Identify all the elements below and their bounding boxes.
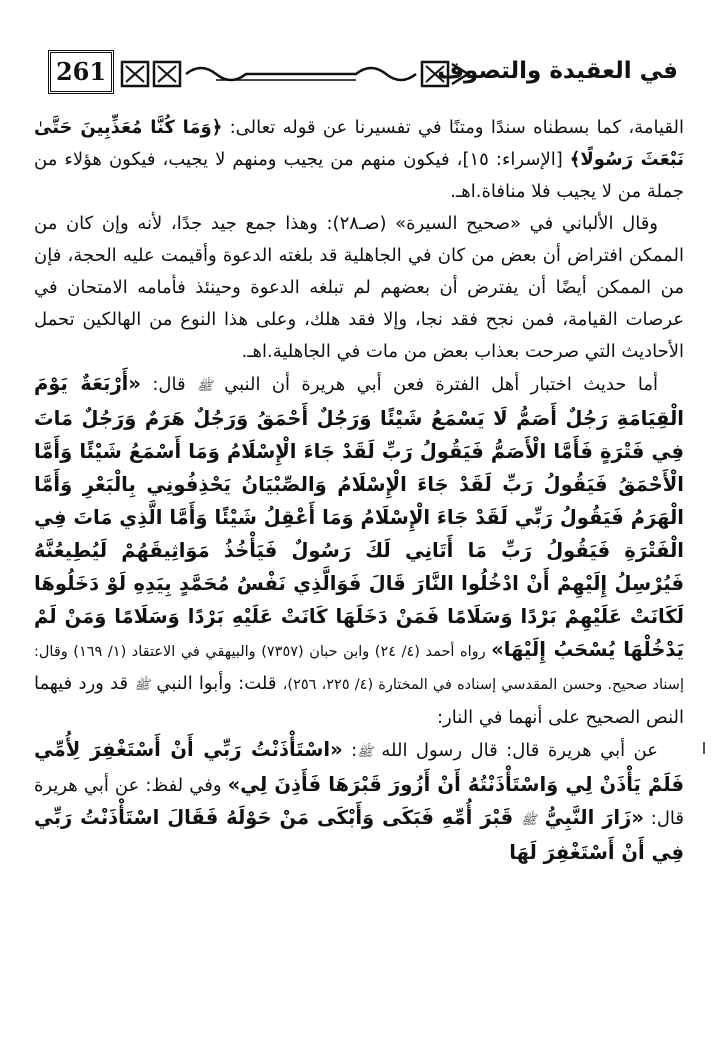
p4-intro: عن أبي هريرة قال: قال رسول الله: [372, 740, 658, 761]
salawat-mark: ﷺ: [134, 678, 151, 693]
p3-intro: أما حديث اختبار أهل الفترة فعن أبي هريرة أن النبي: [212, 374, 659, 395]
hadith-text: «زَارَ النَّبِيُّ: [536, 806, 644, 829]
page-header: [36, 44, 684, 104]
p1-after: [الإسراء: ١٥]، فيكون منهم من يجيب ومنهم لا يجيب، فيكون هؤلاء من جملة من لا يجيب فلا منافاة.اهـ.: [34, 149, 684, 202]
hadith-text: «اسْتَأْذَنْتُ رَبِّي أَنْ أَسْتَغْفِرَ لِأُمِّي فَلَمْ يَأْذَنْ لِي وَاسْتَأْذَنْتُهُ أَنْ أَزُورَ قَبْرَهَا فَأَذِنَ لِي»: [34, 738, 684, 796]
paragraph-3: [34, 368, 684, 734]
page-number: 261: [48, 50, 114, 94]
p4-intro2: :: [342, 740, 358, 761]
hadith-text: قَبْرَ أُمِّهِ فَبَكَى وَأَبْكَى مَنْ حَوْلَهُ فَقَالَ اسْتَأْذَنْتُ رَبِّي فِي أَنْ أَسْتَغْفِرَ لَهَا: [34, 806, 684, 864]
salawat-mark: ﷺ: [357, 745, 373, 760]
p1-before: القيامة، كما بسطناه سندًا ومتنًا في تفسيرنا عن قوله تعالى:: [222, 117, 684, 138]
p3-ref2: قلت: وأبوا النبي: [150, 673, 283, 694]
p3-ref3: قد ورد فيهما النص الصحيح على أنهما في النار:: [34, 673, 684, 728]
hadith-reference: رواه أحمد (٤/ ٢٤) وابن حبان (٧٣٥٧) والبيهقي في الاعتقاد (١/ ١٦٩) وقال: إسناد صحيح. وحسن المقدسي إسناده في المختارة (٤/ ٢٢٥، ٢٥٦)،: [34, 644, 684, 693]
p3-intro2: قال:: [140, 374, 197, 395]
salawat-mark: ﷺ: [196, 379, 213, 394]
quran-verse: ﴿وَمَا كُنَّا مُعَذِّبِينَ حَتَّىٰ نَبْعَثَ رَسُولًا﴾: [34, 117, 684, 170]
margin-mark: [703, 742, 705, 754]
page-body: [34, 112, 684, 870]
p4-mid: وفي لفظ: عن أبي هريرة قال:: [34, 775, 684, 829]
header-ornament: [116, 58, 476, 90]
paragraph-2: وقال الألباني في «صحيح السيرة» (صـ٢٨): وهذا جمع جيد جدًا، لأنه وإن كان من الممكن افتراض أن بعض من كان في الجاهلية قد بلغته الدعوة وأقيمت عليه الحجة، فإن من الممكن أيضًا أن يفترض أن بعضهم لم تبلغه الدعوة وحينئذ فأمامه الامتحان في عرصات القيامة، فمن نجح فقد نجا، وإلا فقد هلك، وعلى هذا النوع من الهالكين تحمل الأحاديث التي صرحت بعذاب بعض من مات في الجاهلية.اهـ.: [34, 213, 684, 362]
hadith-text: «أَرْبَعَةٌ يَوْمَ الْقِيَامَةِ رَجُلٌ أَصَمُّ لَا يَسْمَعُ شَيْئًا وَرَجُلٌ أَحْمَقُ وَرَجُلٌ هَرَمٌ وَرَجُلٌ مَاتَ فِي فَتْرَةٍ فَأَمَّا الْأَصَمُّ فَيَقُولُ رَبِّ لَقَدْ جَاءَ الْإِسْلَامُ وَمَا أَسْمَعُ شَيْئًا وَأَمَّا الْأَحْمَقُ فَيَقُولُ رَبِّ لَقَدْ جَاءَ الْإِسْلَامُ وَالصِّبْيَانُ يَحْذِفُونِي بِالْبَعْرِ وَأَمَّا الْهَرَمُ فَيَقُولُ رَبِّي لَقَدْ جَاءَ الْإِسْلَامُ وَمَا أَعْقِلُ شَيْئًا وَأَمَّا الَّذِي مَاتَ فِي الْفَتْرَةِ فَيَقُولُ رَبِّ مَا أَتَانِي لَكَ رَسُولٌ فَيَأْخُذُ مَوَاثِيقَهُمْ لَيُطِيعُنَّهُ فَيُرْسِلُ إِلَيْهِمْ أَنْ ادْخُلُوا النَّارَ قَالَ فَوَالَّذِي نَفْسُ مُحَمَّدٍ بِيَدِهِ لَوْ دَخَلُوهَا لَكَانَتْ عَلَيْهِمْ بَرْدًا وَسَلَامًا فَمَنْ دَخَلَهَا كَانَتْ عَلَيْهِ بَرْدًا وَسَلَامًا وَمَنْ لَمْ يَدْخُلْهَا يُسْحَبُ إِلَيْهَا»: [34, 372, 684, 661]
book-title: في العقيدة والتصوف: [437, 58, 678, 84]
salawat-mark: ﷺ: [521, 813, 537, 828]
paragraph-1: [34, 112, 684, 208]
paragraph-4: [34, 734, 684, 870]
